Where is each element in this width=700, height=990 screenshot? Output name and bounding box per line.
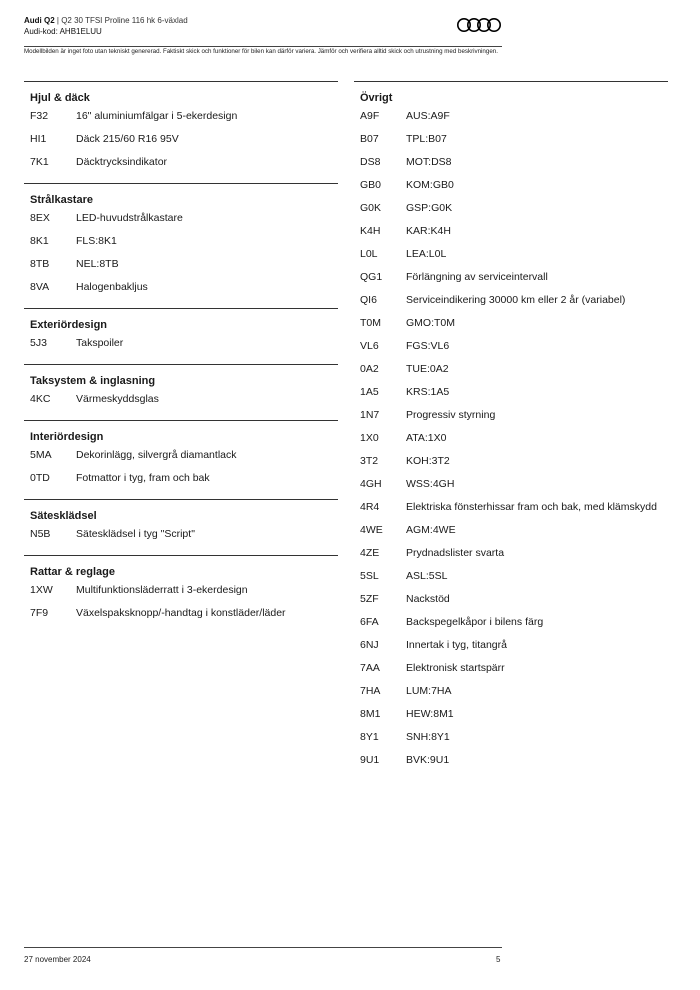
equipment-description: Växelspaksknopp/-handtag i konstläder/läder [76,607,286,619]
equipment-description: AUS:A9F [406,110,450,122]
equipment-row [24,472,338,485]
page-header [24,16,502,37]
equipment-description: FLS:8K1 [76,235,117,247]
equipment-description: Backspegelkåpor i bilens färg [406,616,544,628]
equipment-code: T0M [360,317,381,329]
equipment-description: Fotmattor i tyg, fram och bak [76,472,210,484]
equipment-description: AGM:4WE [406,524,456,536]
equipment-description: GSP:G0K [406,202,453,214]
equipment-code: 1XW [30,584,53,596]
equipment-row [354,593,668,606]
equipment-row [354,409,668,422]
equipment-code: K4H [360,225,381,237]
equipment-description: LEA:L0L [406,248,447,260]
equipment-code: 0TD [30,472,50,484]
equipment-description: Prydnadslister svarta [406,547,505,559]
equipment-row [354,478,668,491]
equipment-row [24,258,338,271]
equipment-code: L0L [360,248,378,260]
equipment-row [354,133,668,146]
left-column [24,81,338,634]
equipment-row [354,248,668,261]
equipment-code: 4ZE [360,547,380,559]
equipment-row [354,202,668,215]
equipment-row [24,281,338,294]
equipment-code: 4GH [360,478,382,490]
section-title: Interiördesign [30,431,104,443]
equipment-description: GMO:T0M [406,317,455,329]
equipment-description: SNH:8Y1 [406,731,450,743]
equipment-section [24,420,338,499]
equipment-code: 5J3 [30,337,47,349]
equipment-description: Däcktrycksindikator [76,156,168,168]
equipment-description: KAR:K4H [406,225,451,237]
equipment-row [24,235,338,248]
equipment-row [354,639,668,652]
equipment-description: Progressiv styrning [406,409,496,421]
equipment-description: ATA:1X0 [406,432,447,444]
section-title: Taksystem & inglasning [30,375,156,387]
header-audi-code-label: Audi-kod: [24,27,58,36]
equipment-row [24,212,338,225]
footer-date: 27 november 2024 [24,955,91,964]
equipment-section [24,308,338,364]
equipment-description: Takspoiler [76,337,124,349]
equipment-section [24,555,338,634]
equipment-row [354,271,668,284]
equipment-code: 5ZF [360,593,379,605]
equipment-description: TPL:B07 [406,133,447,145]
equipment-code: 8M1 [360,708,381,720]
equipment-code: DS8 [360,156,381,168]
page-number: 5 [496,955,501,964]
equipment-description: Däck 215/60 R16 95V [76,133,179,145]
equipment-code: 9U1 [360,754,380,766]
equipment-description: FGS:VL6 [406,340,450,352]
section-title: Hjul & däck [30,92,90,104]
section-title: Rattar & reglage [30,566,115,578]
equipment-row [354,731,668,744]
header-model-description: Q2 30 TFSI Proline 116 hk 6-växlad [61,16,188,25]
equipment-description: WSS:4GH [406,478,455,490]
equipment-description: Värmeskyddsglas [76,393,159,405]
equipment-description: KRS:1A5 [406,386,450,398]
equipment-section [24,81,338,183]
equipment-code: QG1 [360,271,383,283]
equipment-description: HEW:8M1 [406,708,454,720]
equipment-description: Nackstöd [406,593,450,605]
equipment-row [24,607,338,620]
equipment-description: LUM:7HA [406,685,452,697]
equipment-row [24,584,338,597]
equipment-code: 1A5 [360,386,379,398]
equipment-code: 7K1 [30,156,49,168]
equipment-code: 5SL [360,570,379,582]
equipment-row [354,363,668,376]
equipment-code: 4KC [30,393,51,405]
header-model-line: Audi Q2 | Q2 30 TFSI Proline 116 hk 6-växlad [24,16,188,25]
equipment-code: HI1 [30,133,47,145]
equipment-row [354,225,668,238]
equipment-row [24,110,338,123]
header-audi-code-line [24,26,502,37]
equipment-row [354,754,668,767]
equipment-row [354,616,668,629]
equipment-code: 7AA [360,662,380,674]
equipment-row [354,455,668,468]
equipment-row [354,179,668,192]
equipment-section [24,183,338,308]
footer-divider [24,947,502,948]
right-column [354,81,668,781]
equipment-row [354,156,668,169]
equipment-code: 8EX [30,212,50,224]
equipment-row [354,570,668,583]
equipment-row [24,528,338,541]
equipment-description: Multifunktionsläderratt i 3-ekerdesign [76,584,248,596]
equipment-code: 8Y1 [360,731,379,743]
header-brand: Audi Q2 [24,16,55,25]
equipment-description: NEL:8TB [76,258,119,270]
equipment-code: 3T2 [360,455,379,467]
equipment-description: Elektriska fönsterhissar fram och bak, med klämskydd [406,501,657,513]
equipment-code: G0K [360,202,382,214]
equipment-code: 7F9 [30,607,49,619]
equipment-row [24,337,338,350]
equipment-code: VL6 [360,340,379,352]
equipment-description: LED-huvudstrålkastare [76,212,183,224]
equipment-row [354,662,668,675]
equipment-row [354,294,668,307]
equipment-description: Dekorinlägg, silvergrå diamantlack [76,449,237,461]
equipment-code: A9F [360,110,380,122]
equipment-code: 4R4 [360,501,380,513]
header-audi-code: AHB1ELUU [59,27,102,36]
section-title: Exteriördesign [30,319,108,331]
equipment-row [354,432,668,445]
equipment-row [24,133,338,146]
equipment-row [354,386,668,399]
equipment-row [354,501,668,514]
equipment-description: ASL:5SL [406,570,448,582]
equipment-description: Sätesklädsel i tyg "Script" [76,528,195,540]
equipment-section [24,364,338,420]
section-title: Övrigt [360,92,393,104]
equipment-description: 16" aluminiumfälgar i 5-ekerdesign [76,110,238,122]
equipment-code: 7HA [360,685,381,697]
equipment-row [354,340,668,353]
audi-rings-icon [456,17,502,33]
equipment-description: Förlängning av serviceintervall [406,271,548,283]
equipment-row [354,524,668,537]
equipment-code: 1X0 [360,432,379,444]
equipment-description: MOT:DS8 [406,156,452,168]
equipment-description: Serviceindikering 30000 km eller 2 år (variabel) [406,294,626,306]
equipment-code: B07 [360,133,379,145]
equipment-description: KOM:GB0 [406,179,454,191]
equipment-row [354,317,668,330]
equipment-code: 8VA [30,281,50,293]
equipment-row [354,110,668,123]
equipment-code: 6NJ [360,639,379,651]
equipment-section [24,499,338,555]
equipment-row [354,547,668,560]
equipment-row [24,393,338,406]
equipment-code: QI6 [360,294,377,306]
disclaimer-text: Modellbilden är inget foto utan tekniskt genererad. Faktiskt skick och funktioner för bilen kan därför variera. Jämför och verifiera alltid skick och utrustning med beskrivningen. [24,48,498,55]
equipment-row [24,449,338,462]
equipment-code: 8TB [30,258,50,270]
equipment-row [354,685,668,698]
equipment-code: GB0 [360,179,382,191]
equipment-code: N5B [30,528,51,540]
equipment-row [354,708,668,721]
equipment-code: 8K1 [30,235,49,247]
equipment-description: Halogenbakljus [76,281,148,293]
equipment-description: TUE:0A2 [406,363,449,375]
equipment-description: Innertak i tyg, titangrå [406,639,507,651]
equipment-section [354,81,668,781]
equipment-row [24,156,338,169]
equipment-code: F32 [30,110,49,122]
section-title: Sätesklädsel [30,510,97,522]
equipment-description: Elektronisk startspärr [406,662,505,674]
equipment-code: 5MA [30,449,52,461]
section-title: Strålkastare [30,194,93,206]
equipment-code: 0A2 [360,363,379,375]
equipment-description: BVK:9U1 [406,754,450,766]
equipment-code: 1N7 [360,409,380,421]
equipment-code: 6FA [360,616,379,628]
equipment-code: 4WE [360,524,383,536]
equipment-description: KOH:3T2 [406,455,450,467]
header-divider [24,46,502,47]
